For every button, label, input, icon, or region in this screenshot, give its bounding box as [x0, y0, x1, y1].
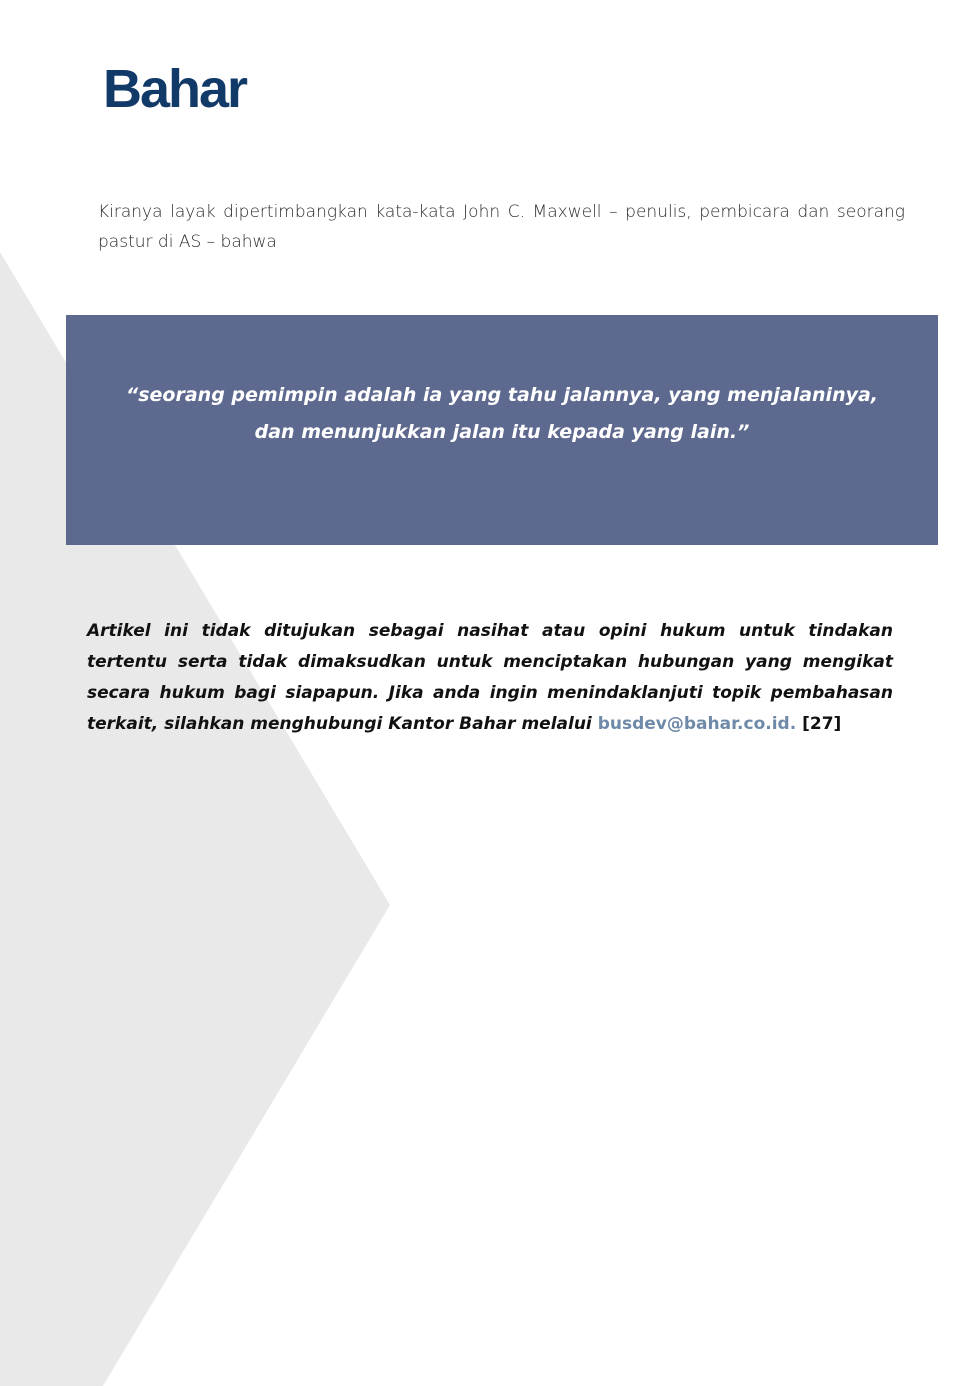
email-link[interactable]: busdev@bahar.co.id.: [597, 714, 797, 734]
quote-line-1: “seorang pemimpin adalah ia yang tahu jalannya, yang menjalaninya,: [125, 384, 879, 406]
quote-line-2: dan menunjukkan jalan itu kepada yang lain.”: [254, 421, 750, 443]
brand-logo[interactable]: Bahar: [103, 59, 247, 119]
disclaimer-text: Artikel ini tidak ditujukan sebagai nasihat atau opini hukum untuk tindakan tertentu serta tidak dimaksudkan untuk menciptakan hubungan yang mengikat secara hukum bagi siapapun. Jika anda ingin menindaklanjuti topik pembahasan terkait, silahkan menghubungi Kantor Bahar melalui: [87, 621, 893, 734]
disclaimer-paragraph: [87, 616, 893, 740]
quote-text: [66, 377, 938, 451]
quote-box: [66, 315, 938, 545]
intro-paragraph: Kiranya layak dipertimbangkan kata-kata John C. Maxwell – penulis, pembicara dan seorang pastur di AS – bahwa: [98, 202, 905, 252]
citation-reference: [27]: [802, 714, 842, 734]
